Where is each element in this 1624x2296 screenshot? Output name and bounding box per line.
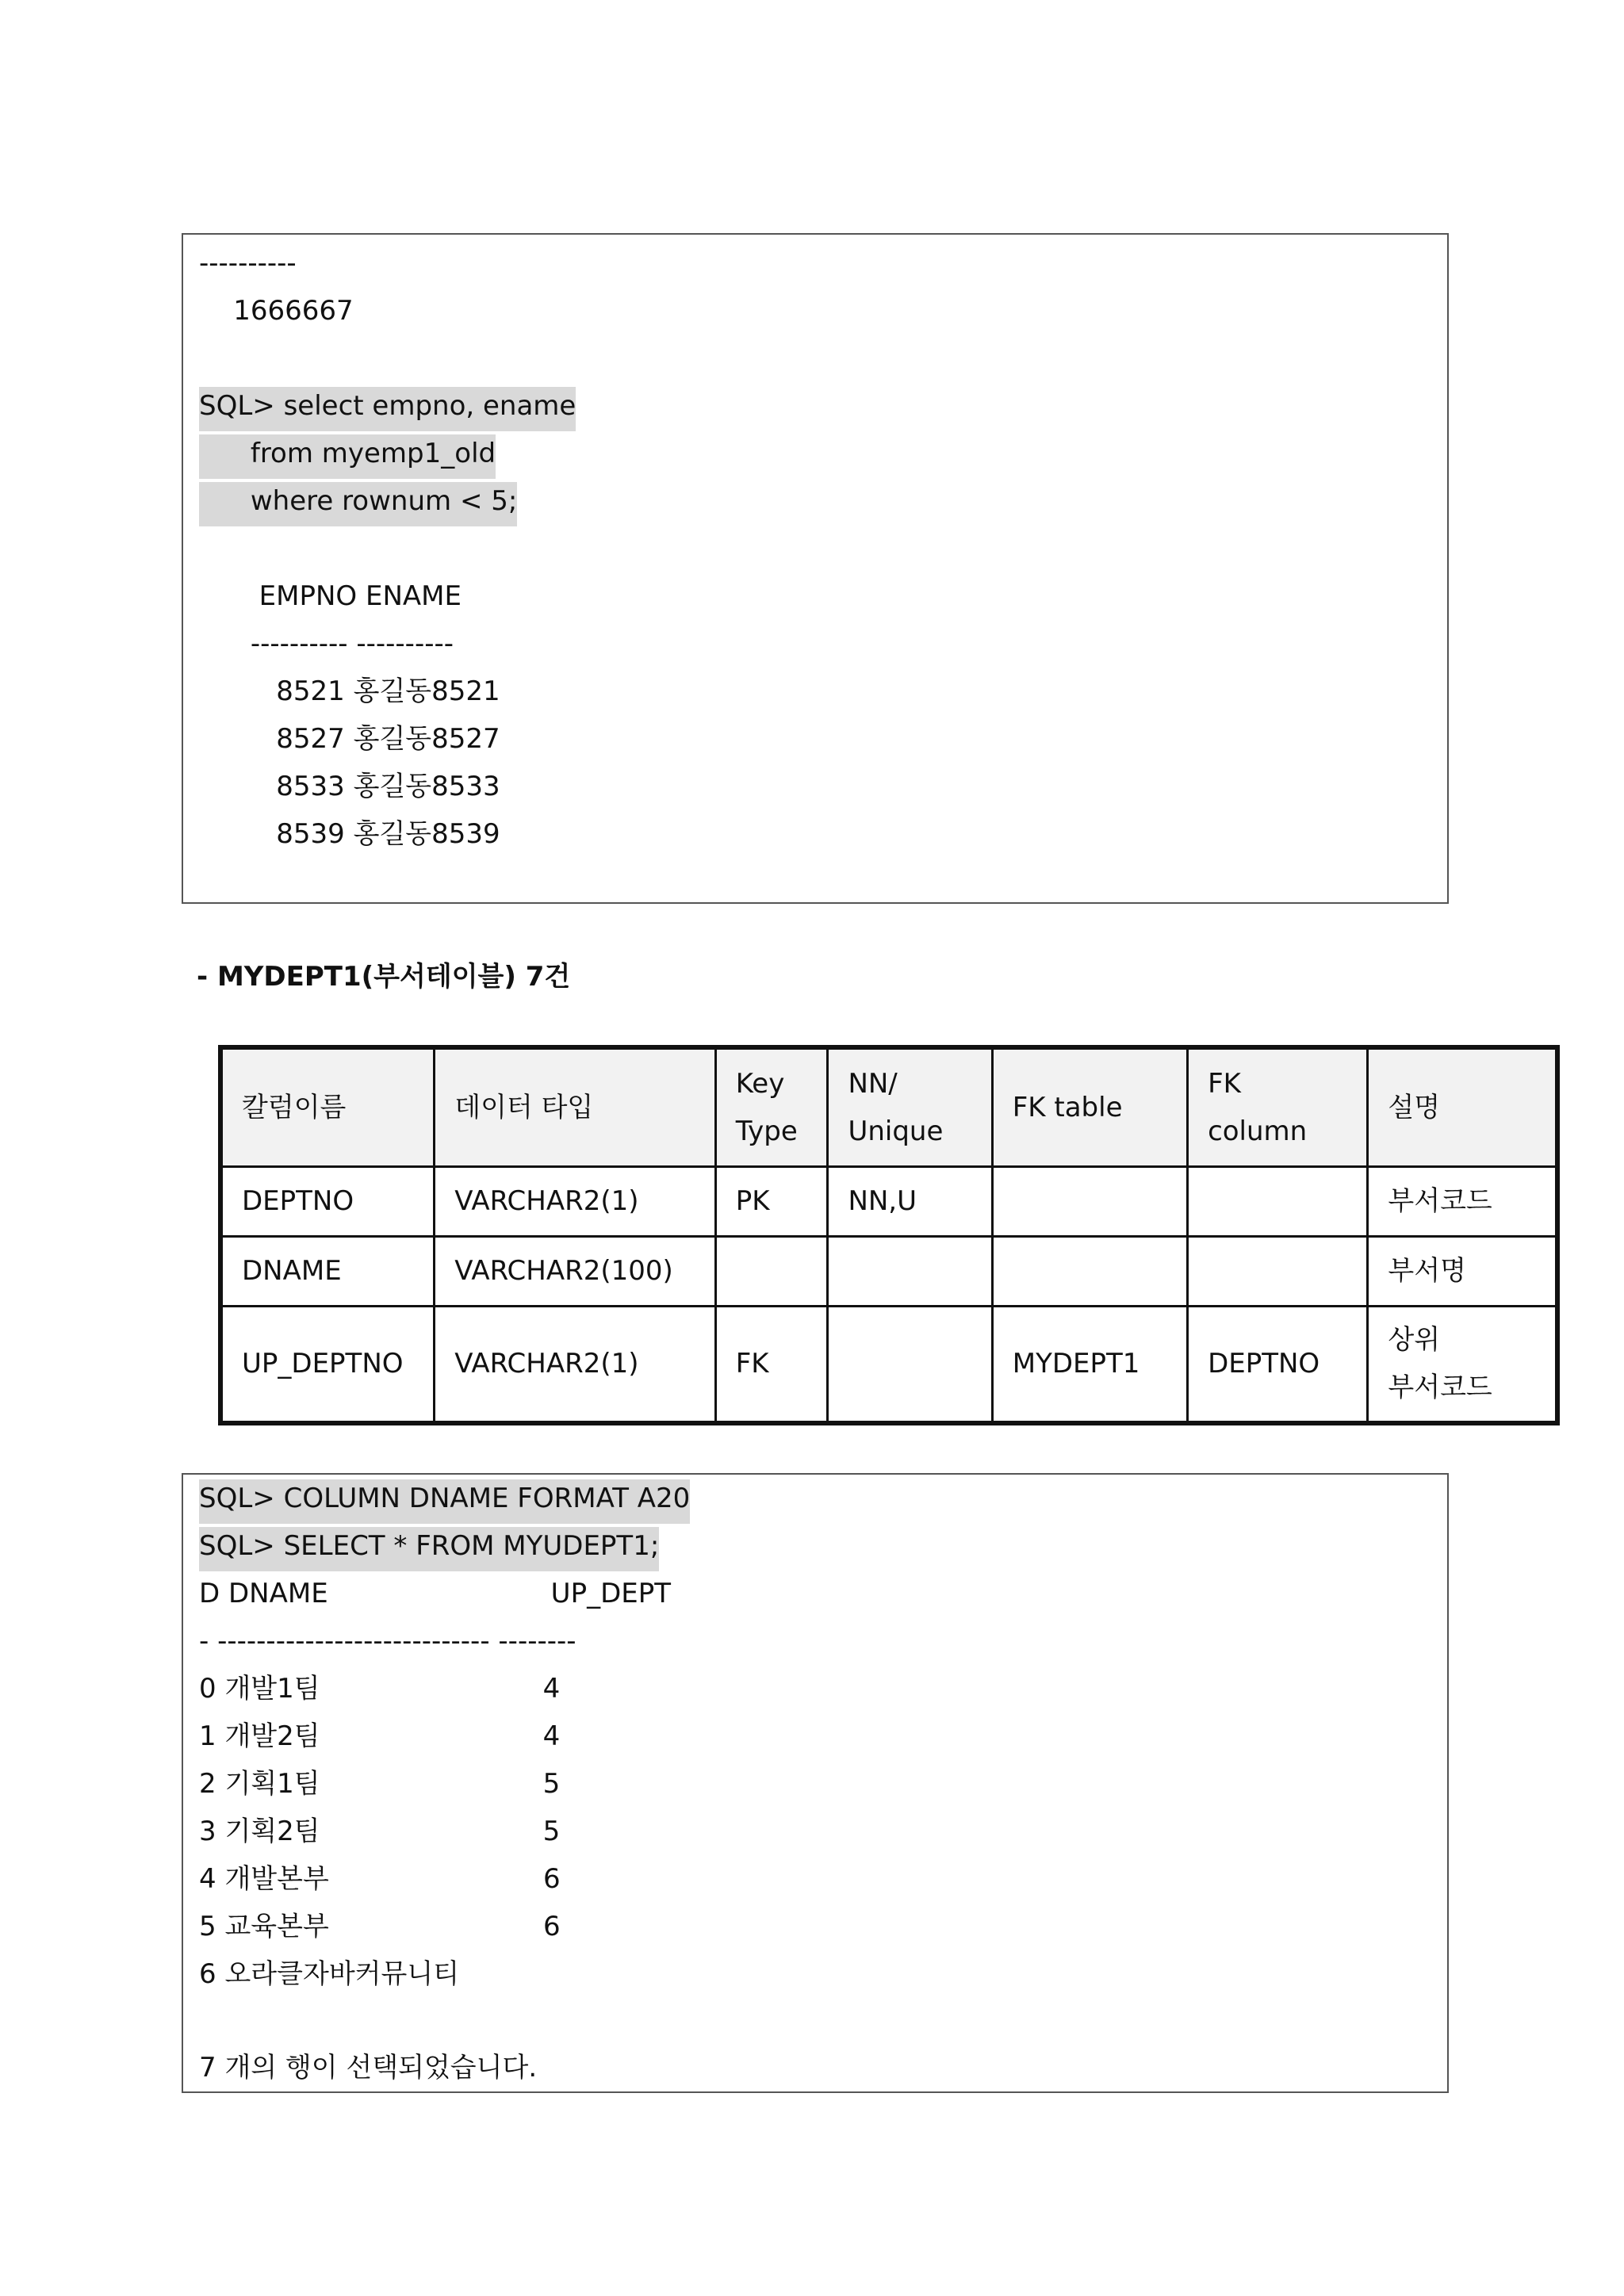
table-cell: PK — [715, 1166, 828, 1236]
sql-output-box-1 — [182, 233, 1449, 904]
table-cell: 부서명 — [1368, 1236, 1557, 1306]
table-cell — [992, 1236, 1187, 1306]
sql-statement-line: SQL> select empno, ename — [199, 387, 576, 431]
table-header-row — [220, 1047, 1557, 1166]
table-row — [220, 1166, 1557, 1236]
result-row: 8533 홍길동8533 — [199, 771, 500, 802]
result-row: 8527 홍길동8527 — [199, 723, 500, 755]
table-cell — [992, 1166, 1187, 1236]
header-cell: 칼럼이름 — [220, 1047, 435, 1166]
result-row: 3 기획2팀 5 — [199, 1816, 561, 1847]
result-row: 1 개발2팀 4 — [199, 1720, 561, 1752]
result-row: 6 오라클자바커뮤니티 — [199, 1958, 460, 1990]
result-header: EMPNO ENAME — [199, 580, 462, 612]
column-spec-table — [218, 1045, 1560, 1425]
table-cell: MYDEPT1 — [992, 1306, 1187, 1423]
result-row: 8539 홍길동8539 — [199, 818, 500, 850]
table-cell: NN,U — [828, 1166, 992, 1236]
result-row: 0 개발1팀 4 — [199, 1673, 561, 1705]
result-header: D DNAME UP_DEPT — [199, 1578, 671, 1609]
table-cell — [828, 1306, 992, 1423]
sql-statement-line: SQL> COLUMN DNAME FORMAT A20 — [199, 1479, 690, 1524]
header-cell: FK table — [992, 1047, 1187, 1166]
result-row: 4 개발본부 6 — [199, 1863, 561, 1895]
table-cell: DEPTNO — [220, 1166, 435, 1236]
sql-statement-line: where rownum < 5; — [199, 482, 517, 526]
result-row: 2 기획1팀 5 — [199, 1768, 561, 1800]
header-cell: 데이터 타입 — [435, 1047, 715, 1166]
table-row — [220, 1306, 1557, 1423]
section-heading: - MYDEPT1(부서테이블) 7건 — [197, 961, 571, 993]
header-cell: NN/ Unique — [828, 1047, 992, 1166]
table-cell — [828, 1236, 992, 1306]
result-row: 5 교육본부 6 — [199, 1911, 561, 1942]
result-separator: - ---------------------------- -------- — [199, 1625, 576, 1657]
sql-statement-line: SQL> SELECT * FROM MYUDEPT1; — [199, 1527, 659, 1571]
header-cell: Key Type — [715, 1047, 828, 1166]
header-cell: 설명 — [1368, 1047, 1557, 1166]
table-cell: 부서코드 — [1368, 1166, 1557, 1236]
table-cell — [715, 1236, 828, 1306]
table-cell: DEPTNO — [1188, 1306, 1368, 1423]
table-cell: VARCHAR2(100) — [435, 1236, 715, 1306]
table-cell: DNAME — [220, 1236, 435, 1306]
output-line: ---------- — [199, 247, 297, 279]
table-cell: 상위 부서코드 — [1368, 1306, 1557, 1423]
sql-statement-line: from myemp1_old — [199, 434, 496, 479]
header-cell: FK column — [1188, 1047, 1368, 1166]
result-separator: ---------- ---------- — [199, 628, 454, 660]
table-cell: FK — [715, 1306, 828, 1423]
output-line: 1666667 — [199, 295, 354, 327]
table-cell: UP_DEPTNO — [220, 1306, 435, 1423]
sql-output-box-2 — [182, 1473, 1449, 2093]
result-row: 8521 홍길동8521 — [199, 675, 500, 707]
table-cell — [1188, 1166, 1368, 1236]
table-row — [220, 1236, 1557, 1306]
table-cell: VARCHAR2(1) — [435, 1166, 715, 1236]
table-cell: VARCHAR2(1) — [435, 1306, 715, 1423]
table-cell — [1188, 1236, 1368, 1306]
row-count-message: 7 개의 행이 선택되었습니다. — [199, 2052, 538, 2084]
